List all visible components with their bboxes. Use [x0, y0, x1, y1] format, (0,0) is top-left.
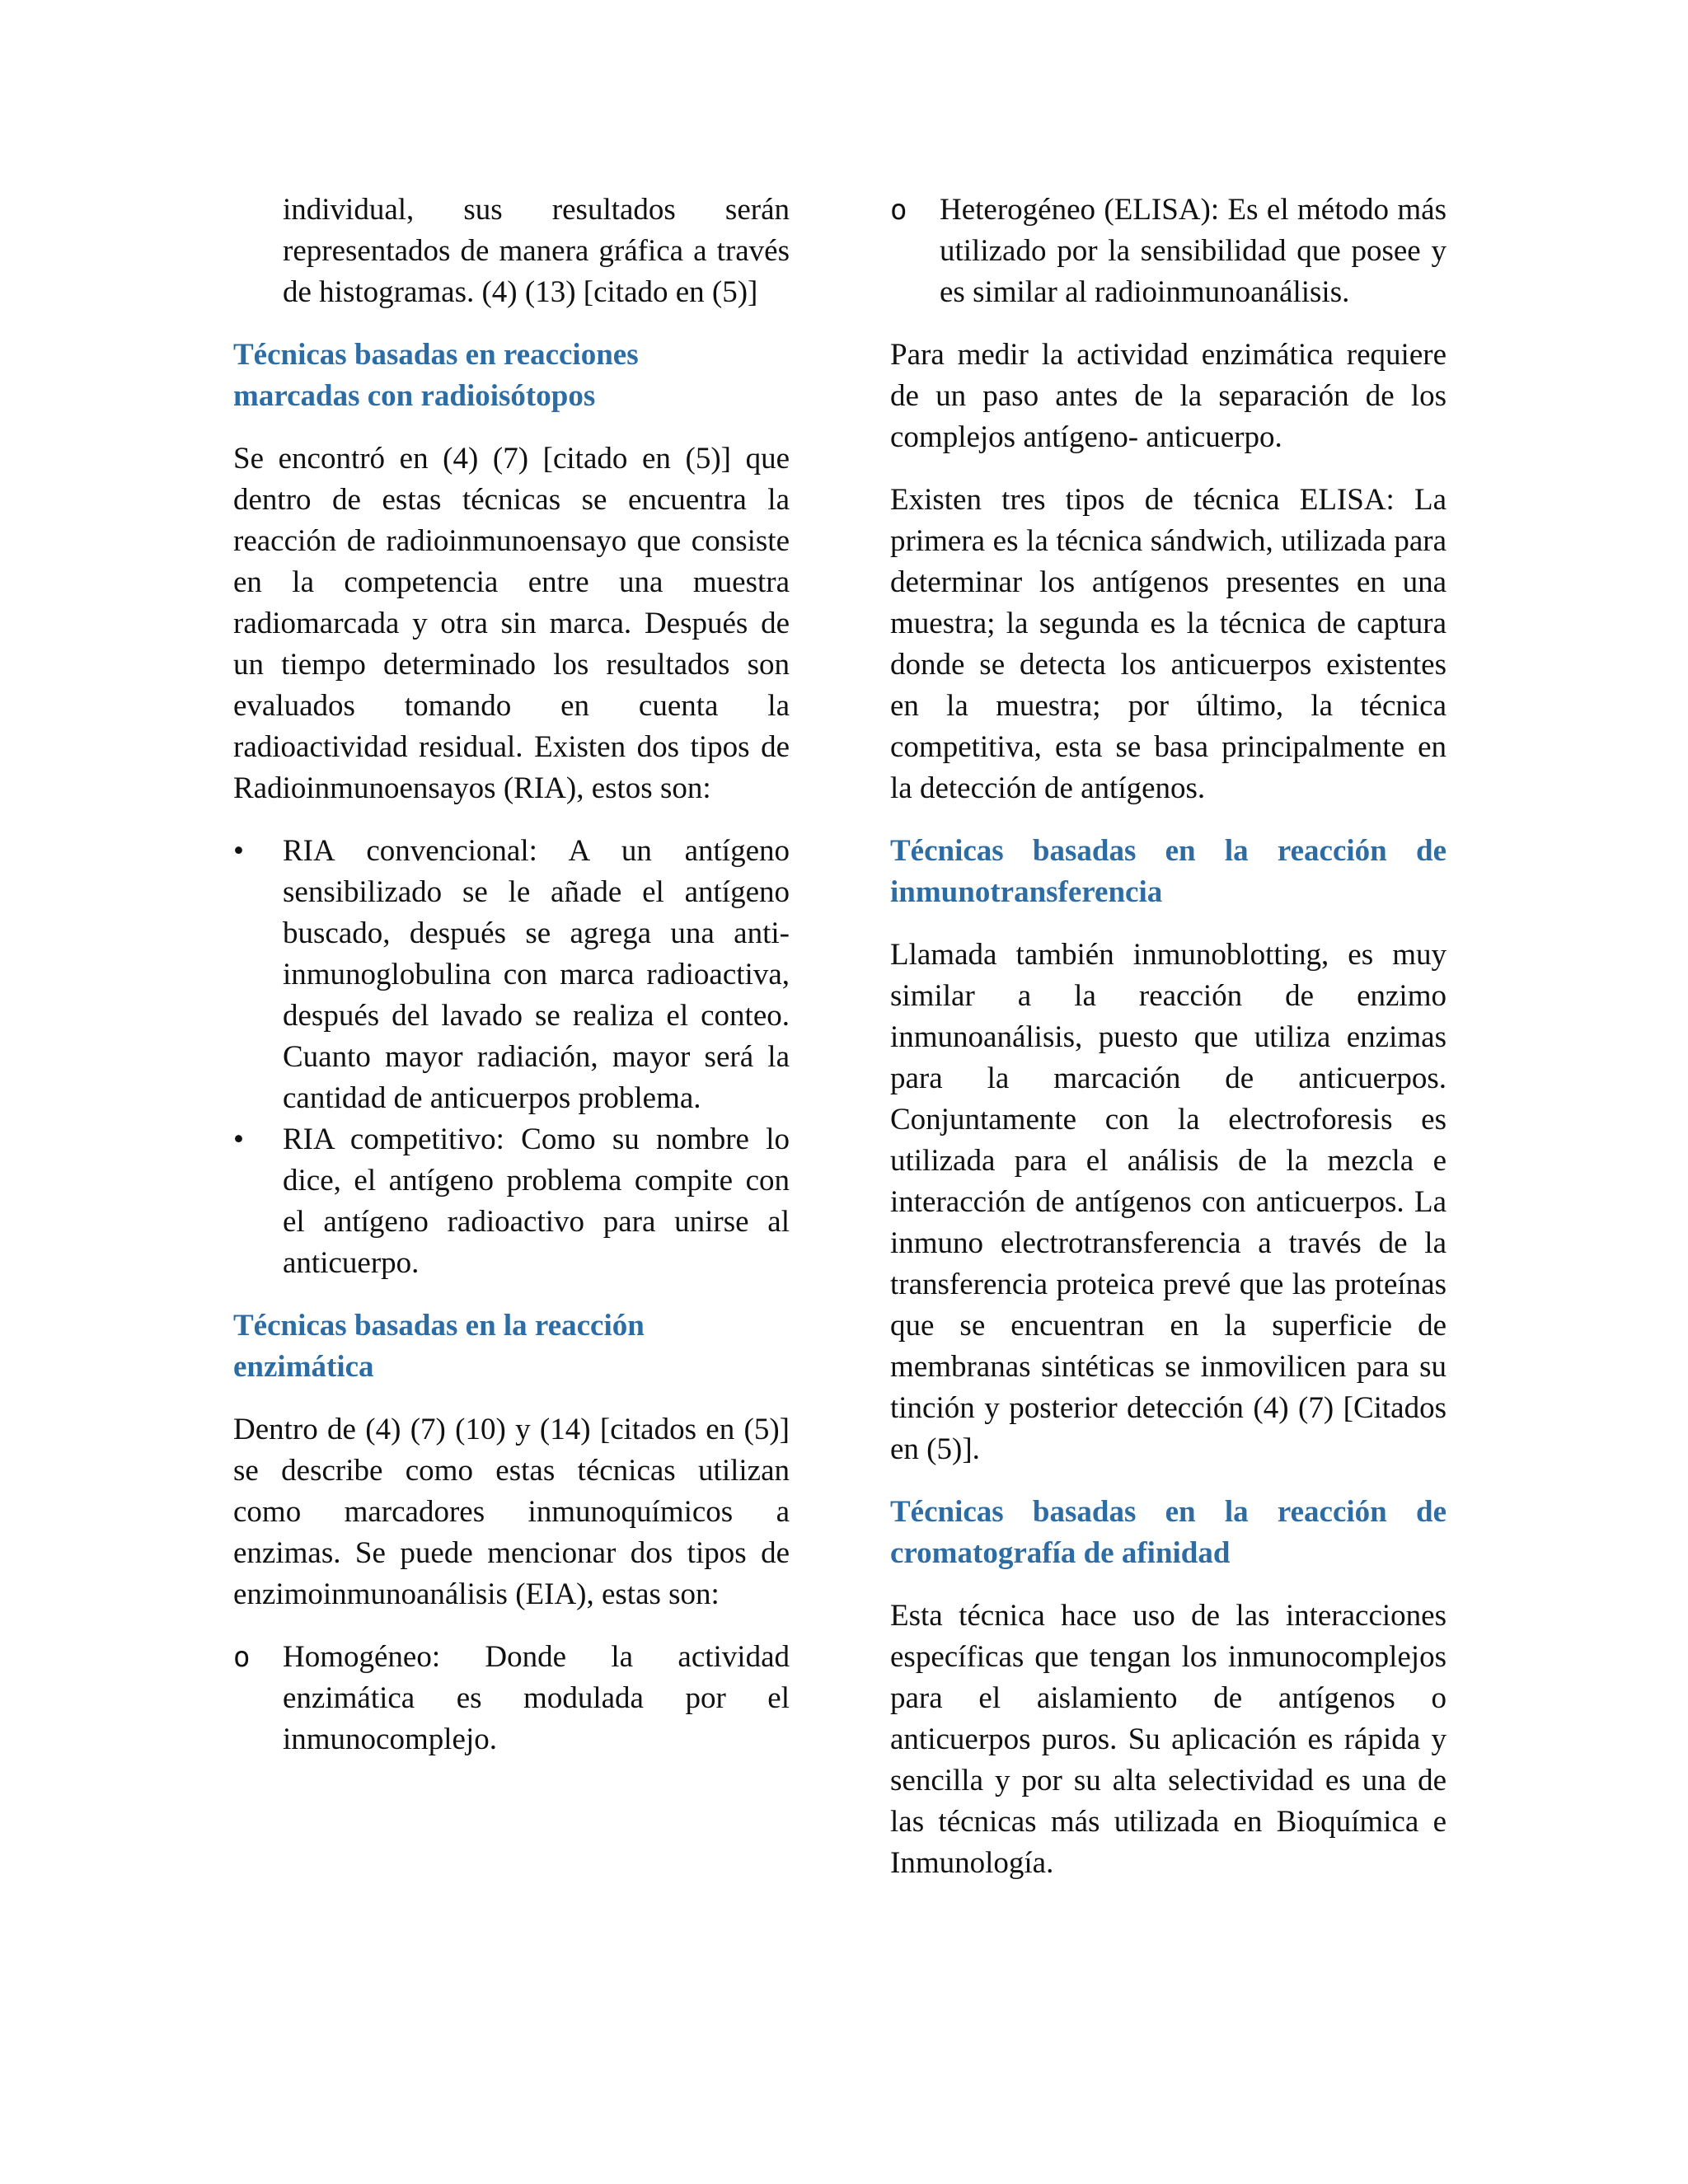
bullet-icon — [233, 1119, 258, 1160]
heading-enzimatica: Técnicas basadas en la reacción enzimática — [233, 1309, 645, 1384]
paragraph-radioinmunoensayo: Se encontró en (4) (7) [citado en (5)] que dentro de estas técnicas se encuentra la reacción de radioinmunoensayo que consiste en la competencia entre una muestra radiomarcada y otra sin marca. Después de un tiempo determinado los resultados son evaluados tomando en cuenta la radioactividad residual. Existen dos tipos de Radioinmunoensayos (RIA), estos son: — [233, 442, 790, 805]
eia-list-left — [233, 1637, 790, 1760]
list-item — [233, 1637, 790, 1760]
circle-bullet-icon — [890, 190, 915, 231]
list-item — [233, 1119, 790, 1284]
left-column — [233, 190, 790, 1782]
continued-paragraph: individual, sus resultados serán representados de manera gráfica a través de histogramas. (4) (13) [citado en (5)] — [283, 193, 790, 309]
paragraph-inmunoblotting: Llamada también inmunoblotting, es muy similar a la reacción de enzimo inmunoanálisis, puesto que utiliza enzimas para la marcación de anticuerpos. Conjuntamente con la electroforesis es utilizada para el análisis de la mezcla e interacción de antígenos con anticuerpos. La inmuno electrotransferencia a través de la transferencia proteica prevé que las proteínas que se encuentran en la superficie de membranas sintéticas se inmovilicen para su tinción y posterior detección (4) (7) [Citados en (5)]. — [890, 938, 1447, 1466]
list-item-text: Homogéneo: Donde la actividad enzimática es modulada por el inmunocomplejo. — [283, 1640, 790, 1756]
list-item-text: RIA competitivo: Como su nombre lo dice, el antígeno problema compite con el antígeno radioactivo para unirse al anticuerpo. — [283, 1122, 790, 1280]
list-item — [233, 831, 790, 1119]
ria-bullet-list — [233, 831, 790, 1284]
heading-inmunotransferencia: Técnicas basadas en la reacción de inmunotransferencia — [890, 834, 1447, 909]
heading-cromatografia: Técnicas basadas en la reacción de cromatografía de afinidad — [890, 1495, 1447, 1570]
bullet-icon — [233, 831, 258, 872]
paragraph-tipos-elisa: Existen tres tipos de técnica ELISA: La primera es la técnica sándwich, utilizada para determinar los antígenos presentes en una muestra; la segunda es la técnica de captura donde se detecta los anticuerpos existentes en la muestra; por último, la técnica competitiva, esta se basa principalmente en la detección de antígenos. — [890, 483, 1447, 805]
circle-bullet-icon — [233, 1637, 258, 1678]
heading-radioisotopos: Técnicas basadas en reacciones marcadas con radioisótopos — [233, 338, 639, 413]
paragraph-actividad-enzimatica: Para medir la actividad enzimática requiere de un paso antes de la separación de los complejos antígeno- anticuerpo. — [890, 338, 1447, 454]
right-column — [890, 190, 1447, 1905]
list-item — [890, 190, 1447, 313]
paragraph-enzimas: Dentro de (4) (7) (10) y (14) [citados en (5)] se describe como estas técnicas utilizan como marcadores inmunoquímicos a enzimas. Se puede mencionar dos tipos de enzimoinmunoanálisis (EIA), estas son: — [233, 1413, 790, 1611]
eia-list-right — [890, 190, 1447, 313]
paragraph-cromatografia: Esta técnica hace uso de las interacciones específicas que tengan los inmunocomplejos para el aislamiento de antígenos o anticuerpos puros. Su aplicación es rápida y sencilla y por su alta selectividad es una de las técnicas más utilizada en Bioquímica e Inmunología. — [890, 1599, 1447, 1880]
list-item-text: Heterogéneo (ELISA): Es el método más utilizado por la sensibilidad que posee y es similar al radioinmunoanálisis. — [940, 193, 1447, 309]
list-item-text: RIA convencional: A un antígeno sensibilizado se le añade el antígeno buscado, después se agrega una anti-inmunoglobulina con marca radioactiva, después del lavado se realiza el conteo. Cuanto mayor radiación, mayor será la cantidad de anticuerpos problema. — [283, 834, 790, 1115]
